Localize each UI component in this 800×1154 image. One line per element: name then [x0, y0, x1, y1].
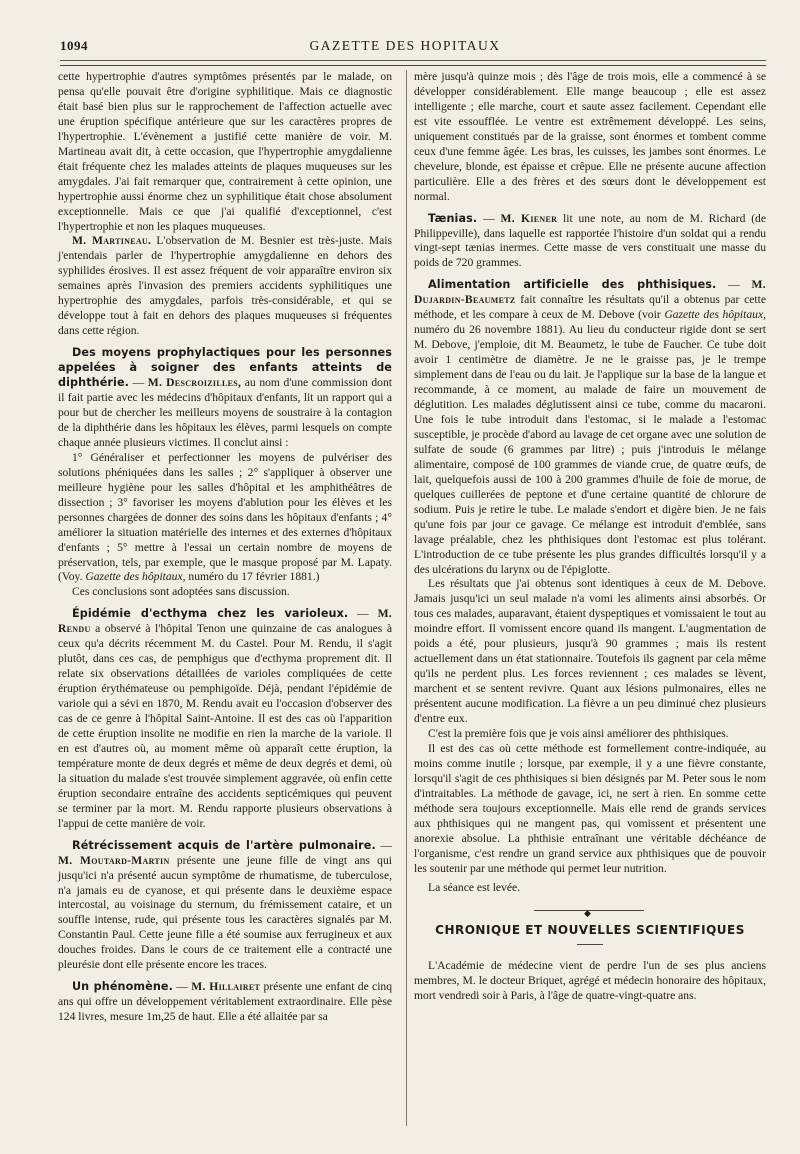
citation-title: Gazette des hôpitaux,	[85, 570, 186, 584]
paragraph-text: 1° Généraliser et perfectionner les moyens de pulvériser des solutions phéniquées dans les salles ; 2° s'appliquer à observer une meilleure hygiène pour les salles d'hôpital et les amphithéâtres de dissection ; 3° favoriser les moyens d'ablution pour les élèves et les personnes chargées de donner des soins dans les hôpitaux d'enfants ; 4° améliorer la situation matérielle des internes et des externes d'hôpitaux d'enfants ; 5° mettre à l'essai un certain nombre de moyens de préservation, tels, par exemple, que le masque proposé par M. Lapaty. (Voy.	[58, 450, 392, 584]
section-title: Alimentation artificielle des phthisiques.	[428, 278, 717, 292]
short-rule	[577, 944, 603, 945]
dash: —	[129, 376, 148, 390]
paragraph-text: a observé à l'hôpital Tenon une quinzaine de cas analogues à ceux qu'a décrits récemment M. du Castel. Pour M. Rendu, il s'agit plutôt, dans ces cas, de pemphigus que d'ecthyma proprement dit. Il relate six observations détaillées de varioles compliquées de cette éruption érythémateuse ou pemphigoïde. Déjà, pendant l'épidémie de variole qui a sévi en 1870, M. Rendu avait eu l'occasion d'observer des cas de ce genre à l'hôpital Saint-Antoine. Il est des cas où l'apparition de cette éruption insolite ne modifie en rien la marche de la variole. Il en est d'autres où, au moment même où apparaît cette éruption, la température monte de deux degrés et même de deux degrés et demi, où la situation du malade s'est trouvée simplement aggravée, où enfin cette éruption secondaire entraîne des accidents septicémiques qui peuvent se terminer par la mort. M. Rendu rapporte plusieurs observations à l'appui de cette manière de voir.	[58, 622, 392, 830]
page-number: 1094	[60, 38, 88, 53]
paragraph-text: numéro du 26 novembre 1881). Au lieu du conducteur rigide dont se sert M. Debove, j'emploie, dit M. Beaumetz, le tube de Faucher. Ce tube doit avoir 1 centimètre de diamètre. Je ne le graisse pas, je le trempe simplement dans de l'eau ou du lait. Je l'applique sur la base de la langue et recommande, à ce moment, au malade de faire un mouvement de déglutition. Les malades déglutissent ainsi ce tube, comme du macaroni. Une fois le tube introduit dans l'estomac, si le malade a l'estomac susceptible, je procède d'abord au lavage de cet organe avec une solution de sulfate de soude (6 grammes par litre) ; puis j'introduis le mélange alimentaire, composé de 100 grammes de viande crue, de quatre œufs, de lait, quelquefois aussi de 100 à 200 grammes d'huile de foie de morue, de quelques cuillerées de peptone et d'une certaine quantité de chlorure de sodium. Puis je retire le tube. Le malade s'endort et digère bien. Je ne fais qu'une fois par jour ce gavage. Ce mélange est introduit d'emblée, sans lavage préalable, chez les phthisiques dont l'estomac est plus tolérant. L'introduction de ce tube présente les plus grandes difficultés lorsqu'il y a des ulcérations du larynx ou de l'épiglotte.	[414, 323, 766, 576]
speaker-name: M. Hillairet	[191, 980, 261, 994]
running-title: GAZETTE DES HOPITAUX	[309, 38, 501, 53]
paragraph-text: numéro du 17 février 1881.)	[185, 570, 320, 584]
paragraph: L'Académie de médecine vient de perdre l'un de ses plus anciens membres, M. le docteur Briquet, agrégé et médecin honoraire des hôpitaux, mort vendredi soir à Paris, à l'âge de quatre-vingt-quatre ans.	[414, 959, 766, 1003]
header-rule-thick	[60, 65, 766, 66]
chronique-heading: CHRONIQUE ET NOUVELLES SCIENTIFIQUES	[435, 923, 745, 938]
section-diphtherie	[58, 346, 392, 451]
paragraph: mère jusqu'à quinze mois ; dès l'âge de trois mois, elle a commencé à se développer considérablement. Elle mange beaucoup ; elle est assez intelligente ; elle marche, court et saute assez facilement. Cependant elle est vite essoufflée. Le ventre est extrêmement développé. Les seins, uniquement constitués par de la graisse, sont énormes et tombent comme ceux d'une femme âgée. Les bras, les cuisses, les jambes sont énormes. Le chevelure, blonde, est épaisse et crêpue. Elle ne présente aucune affection particulière. Elle a des frères et des sœurs dont le développement est normal.	[414, 70, 766, 203]
page-header	[44, 38, 766, 62]
section-phenomene	[58, 980, 392, 1025]
column-divider	[406, 70, 407, 1126]
paragraph: Les résultats que j'ai obtenus sont identiques à ceux de M. Debove. Jamais jusqu'ici un seul malade n'a vomi les aliments ainsi absorbés. Or tous ces malades, auparavant, étaient dyspeptiques et vomissaient le tout au moindre effort. Il vomissent encore quand ils mangent. L'augmentation de poids a été, pour plusieurs, jusqu'à 90 grammes ; mais ils restent actuellement dans un état stationnaire. Toutefois ils gagnent par cela même qu'ils ne perdent plus. Les forces reviennent ; ces malades se lèvent, marchent et se sentent revivre. Quant aux lésions pulmonaires, elles ne présentent aucune modification. La fièvre a un peu diminué chez plusieurs d'entre eux.	[414, 577, 766, 726]
paragraph	[58, 451, 392, 586]
paragraph: Il est des cas où cette méthode est formellement contre-indiquée, au moins comme inutile ; lorsque, par exemple, il y a une fièvre constante, lorsqu'il s'agit de ces phthisiques si bien désignés par M. Peter sous le nom d'intraitables. La méthode de gavage, ici, ne sert à rien. En somme cette méthode sera toujours exceptionnelle. Mais elle rend de grands services aux phthisiques qui ne mangent pas, qui vomissent et présentent une anorexie absolue. La phthisie entraînant une véritable déchéance de l'organisme, c'est rendre un grand service aux phthisiques que de pouvoir les soutenir par une méthode qui permet leur nutrition.	[414, 741, 766, 875]
paragraph-text: L'observation de M. Besnier est très-juste. Mais j'entendais parler de l'hypertrophie amygdalienne en dehors des syphilides érosives. Il est assez fréquent de voir apparaître environ six semaines après l'invasion des premiers accidents syphilitiques une hypertrophie des amygdales, parfois très-considérable, et qui se développe tout à fait en dehors des plaques muqueuses si fréquentes dans cette région.	[58, 234, 393, 338]
section-title: Épidémie d'ecthyma chez les varioleux.	[72, 607, 349, 621]
speaker-name: M. Dujardin-Beaumetz	[414, 278, 766, 307]
paragraph-text: présente une jeune fille de vingt ans qui jusqu'ici n'a présenté aucun symptôme de rhumatisme, de tuberculose, n'a jamais eu de cyanose, et qui présente dans le deuxième espace intercostal, au voisinage du sternum, du frémissement cataire, et un souffle intense, rude, qui présente tous les caractères signalés par M. Constantin Paul. Cette jeune fille a été soumise aux ferrugineux et aux douches froides. Dans le cours de ce traitement elle a contracté une pleurésie dont elle présente encore les traces.	[58, 853, 392, 972]
right-column	[414, 70, 766, 1004]
section-taenias	[414, 212, 766, 272]
paragraph: La séance est levée.	[428, 880, 521, 894]
section-title: Tænias.	[428, 211, 478, 225]
section-alimentation	[414, 278, 766, 577]
section-separator	[414, 907, 766, 919]
speaker-name: M. Descroizilles,	[147, 376, 242, 390]
dash: —	[375, 838, 392, 852]
dash: —	[172, 980, 192, 994]
left-column	[58, 70, 392, 1025]
dash: —	[477, 211, 501, 225]
dash: —	[716, 278, 752, 292]
paragraph-text: présente une enfant de cinq ans qui offre un développement véritablement extraordinaire. Elle pèse 124 livres, mesure 1m,25 de haut. Elle a été allaitée par sa	[58, 980, 393, 1024]
section-title: Rétrécissement acquis de l'artère pulmonaire.	[72, 838, 376, 852]
speaker-name: M. Moutard-Martin	[58, 853, 170, 867]
paragraph	[58, 234, 392, 339]
header-rule-thin	[60, 60, 766, 61]
paragraph-text: fait connaître les résultats qu'il a obtenus par cette méthode, et les compare à ceux de M. Debove (voir	[414, 293, 766, 322]
paragraph: Ces conclusions sont adoptées sans discussion.	[72, 585, 290, 599]
dash: —	[348, 607, 378, 621]
separator-ornament-icon: ◆	[584, 908, 591, 919]
section-ecthyma	[58, 607, 392, 831]
section-title: Des moyens prophylactiques pour les personnes appelées à soigner des enfants atteints de diphthérie.	[58, 346, 392, 390]
speaker-name: M. Rendu	[58, 607, 393, 636]
section-title: Un phénomène.	[72, 980, 173, 994]
section-retrecissement	[58, 839, 392, 974]
paragraph: cette hypertrophie d'autres symptômes présentés par le malade, on pensa qu'elle pouvait être d'origine syphilitique. Mais ce diagnostic était basé bien plus sur le rapprochement de l'affection actuelle avec une éruption spécifique antérieure que sur les caractères propres de l'hypertrophie. L'évènement a justifié cette manière de voir. M. Martineau avait dit, à cette occasion, que l'hypertrophie amygdalienne était fréquente chez les malades atteints de plaques muqueuses sur les amygdales. J'ai fait remarquer que, contrairement à cette opinion, une hypertrophie aussi énorme chez un syphilitique était chose absolument exceptionnelle. Mais ce que j'ai qualifié d'exceptionnel, c'est l'hypertrophie et non les plaques muqueuses.	[58, 70, 392, 233]
citation-title: Gazette des hôpitaux,	[664, 308, 767, 322]
paragraph-text: au nom d'une commission dont il fait partie avec les médecins d'hôpitaux d'enfants, lit un rapport qui a pour but de chercher les meilleurs moyens de soustraire à la contagion de la diphthérie dans les hôpitaux les élèves, parmi lesquels on compte chaque année plusieurs victimes. Il conclut ainsi :	[58, 376, 392, 449]
speaker-name: M. Martineau.	[72, 234, 152, 248]
speaker-name: M. Kiener	[500, 211, 558, 225]
paragraph-text: lit une note, au nom de M. Richard (de Philippeville), dans laquelle est rapportée l'histoire d'un soldat qui a rendu vingt-sept tænias inermes. Cette masse de vers constituait une masse du poids de 720 grammes.	[414, 211, 766, 270]
paragraph: C'est la première fois que je vois ainsi améliorer des phthisiques.	[428, 726, 729, 740]
